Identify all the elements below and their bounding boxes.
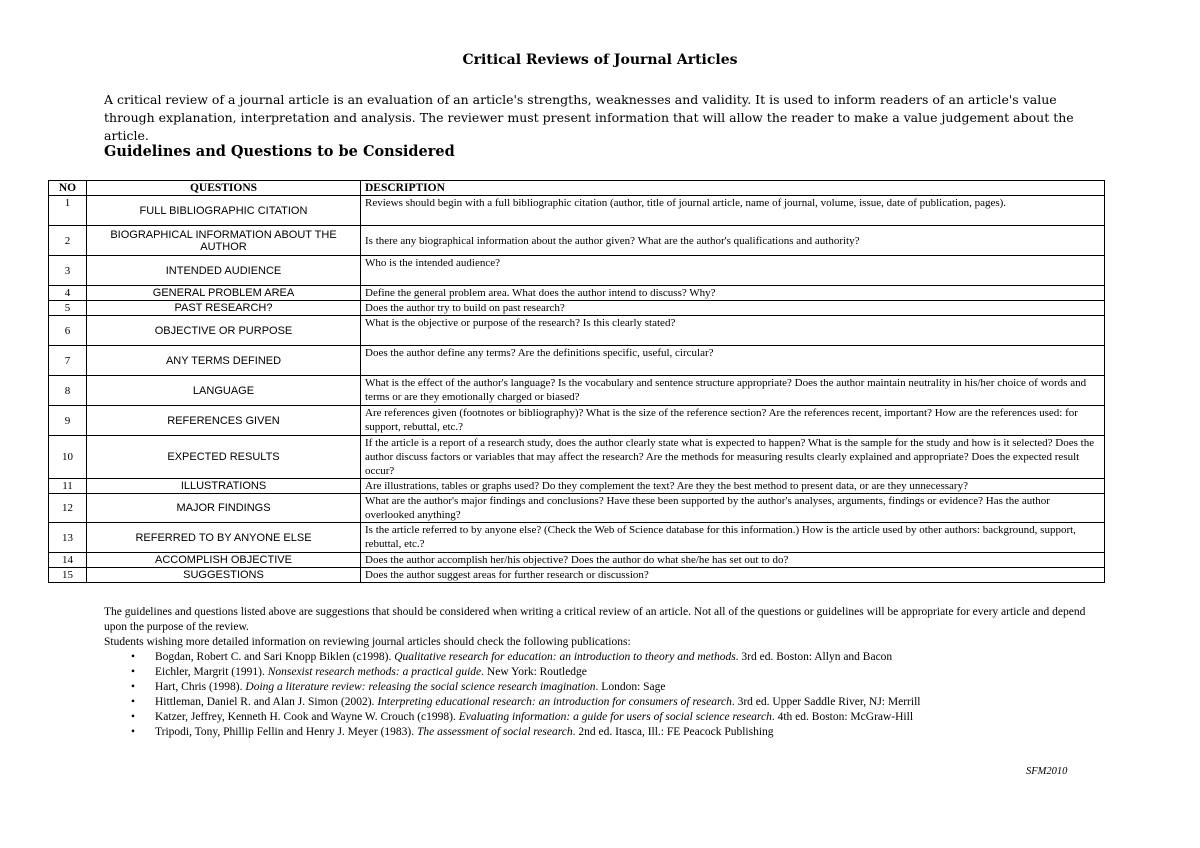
row-description: Who is the intended audience?: [361, 256, 1105, 286]
row-description: Does the author accomplish her/his objective? Does the author do what she/he has set out to do?: [361, 553, 1105, 568]
header-no: NO: [49, 181, 87, 196]
table-row: [49, 436, 1105, 479]
row-question: ANY TERMS DEFINED: [87, 346, 361, 376]
guidelines-heading: Guidelines and Questions to be Considered: [104, 143, 455, 160]
row-question: REFERRED TO BY ANYONE ELSE: [87, 523, 361, 553]
header-questions: QUESTIONS: [87, 181, 361, 196]
row-question: MAJOR FINDINGS: [87, 494, 361, 523]
bullet-icon: •: [131, 696, 136, 708]
row-question: PAST RESEARCH?: [87, 301, 361, 316]
list-item: [131, 680, 1104, 695]
row-description: What is the effect of the author's language? Is the vocabulary and sentence structure appropriate? Does the author maintain neutrality in his/her choice of words and terms or are they emotionally charged or biased?: [361, 376, 1105, 406]
reference-list: [104, 650, 1104, 740]
bullet-icon: •: [131, 651, 136, 663]
table-row: [49, 568, 1105, 583]
list-item: [131, 695, 1104, 710]
list-item: [131, 650, 1104, 665]
row-description: Is there any biographical information about the author given? What are the author's qualifications and authority?: [361, 226, 1105, 256]
row-description: Does the author suggest areas for further research or discussion?: [361, 568, 1105, 583]
ref-title: Interpreting educational research: an introduction for consumers of research: [377, 696, 732, 708]
row-question: SUGGESTIONS: [87, 568, 361, 583]
table-row: [49, 494, 1105, 523]
table-row: [49, 226, 1105, 256]
ref-author: Eichler, Margrit (1991).: [155, 666, 268, 678]
row-number: 1: [49, 196, 87, 226]
row-description: Are illustrations, tables or graphs used? Do they complement the text? Are they the best method to present data, or are they unnecessary?: [361, 479, 1105, 494]
author-signature: SFM2010: [1026, 766, 1068, 777]
row-number: 8: [49, 376, 87, 406]
ref-publisher: . London: Sage: [595, 681, 666, 693]
ref-publisher: . 4th ed. Boston: McGraw-Hill: [771, 711, 914, 723]
row-description: If the article is a report of a research study, does the author clearly state what is expected to happen? What is the sample for the study and how is it selected? Does the author discuss factors or variables that may affect the research? Are the methods for measuring results clearly explained and appropriate? Does the expected result occur?: [361, 436, 1105, 479]
bullet-icon: •: [131, 711, 136, 723]
table-row: [49, 316, 1105, 346]
header-description: DESCRIPTION: [361, 181, 1105, 196]
row-description: Is the article referred to by anyone else? (Check the Web of Science database for this information.) How is the article used by other authors: background, support, rebuttal, etc.?: [361, 523, 1105, 553]
notes-paragraph: The guidelines and questions listed above are suggestions that should be considered when writing a critical review of an article. Not all of the questions or guidelines will be appropriate for every article and depend upon the purpose of the review.: [104, 606, 1086, 633]
notes-lead: Students wishing more detailed information on reviewing journal articles should check the following publications:: [104, 636, 631, 648]
table-row: [49, 301, 1105, 316]
row-description: Reviews should begin with a full bibliographic citation (author, title of journal article, name of journal, volume, issue, date of publication, pages).: [361, 196, 1105, 226]
row-number: 15: [49, 568, 87, 583]
table-row: [49, 376, 1105, 406]
table-row: [49, 406, 1105, 436]
row-number: 7: [49, 346, 87, 376]
row-number: 11: [49, 479, 87, 494]
table-row: [49, 553, 1105, 568]
ref-title: Evaluating information: a guide for users of social science research: [458, 711, 772, 723]
row-description: Does the author try to build on past research?: [361, 301, 1105, 316]
row-number: 12: [49, 494, 87, 523]
notes-section: [104, 605, 1104, 740]
table-header-row: [49, 181, 1105, 196]
list-item: [131, 710, 1104, 725]
row-question: ILLUSTRATIONS: [87, 479, 361, 494]
table-row: [49, 286, 1105, 301]
row-question: LANGUAGE: [87, 376, 361, 406]
row-question: OBJECTIVE OR PURPOSE: [87, 316, 361, 346]
ref-publisher: . New York: Routledge: [481, 666, 587, 678]
row-number: 10: [49, 436, 87, 479]
bullet-icon: •: [131, 726, 136, 738]
row-number: 2: [49, 226, 87, 256]
ref-publisher: . 2nd ed. Itasca, Ill.: FE Peacock Publishing: [572, 726, 774, 738]
ref-title: Qualitative research for education: an introduction to theory and methods: [394, 651, 736, 663]
ref-title: The assessment of social research: [416, 726, 573, 738]
row-number: 6: [49, 316, 87, 346]
row-number: 14: [49, 553, 87, 568]
bullet-icon: •: [131, 681, 136, 693]
row-question: GENERAL PROBLEM AREA: [87, 286, 361, 301]
row-number: 5: [49, 301, 87, 316]
bullet-icon: •: [131, 666, 136, 678]
ref-author: Tripodi, Tony, Phillip Fellin and Henry J. Meyer (1983).: [155, 726, 417, 738]
ref-publisher: . 3rd ed. Upper Saddle River, NJ: Merrill: [731, 696, 921, 708]
table-row: [49, 479, 1105, 494]
intro-paragraph: A critical review of a journal article is an evaluation of an article's strengths, weaknesses and validity. It is used to inform readers of an article's value through explanation, interpretation and analysis. The reviewer must present information that will allow the reader to make a value judgement about the article.: [104, 92, 1074, 143]
row-description: What is the objective or purpose of the research? Is this clearly stated?: [361, 316, 1105, 346]
row-number: 13: [49, 523, 87, 553]
table-row: [49, 523, 1105, 553]
row-description: What are the author's major findings and conclusions? Have these been supported by the author's analyses, arguments, findings or evidence? Has the author overlooked anything?: [361, 494, 1105, 523]
ref-title: Doing a literature review: releasing the social science research imagination: [245, 681, 596, 693]
row-question: BIOGRAPHICAL INFORMATION ABOUT THE AUTHOR: [87, 226, 361, 256]
table-row: [49, 196, 1105, 226]
row-question: FULL BIBLIOGRAPHIC CITATION: [87, 196, 361, 226]
row-description: Does the author define any terms? Are the definitions specific, useful, circular?: [361, 346, 1105, 376]
row-question: ACCOMPLISH OBJECTIVE: [87, 553, 361, 568]
list-item: [131, 725, 1104, 740]
table-row: [49, 346, 1105, 376]
row-question: REFERENCES GIVEN: [87, 406, 361, 436]
table-row: [49, 256, 1105, 286]
row-description: Define the general problem area. What does the author intend to discuss? Why?: [361, 286, 1105, 301]
row-number: 3: [49, 256, 87, 286]
row-question: EXPECTED RESULTS: [87, 436, 361, 479]
ref-publisher: . 3rd ed. Boston: Allyn and Bacon: [735, 651, 893, 663]
ref-author: Katzer, Jeffrey, Kenneth H. Cook and Wayne W. Crouch (c1998).: [155, 711, 459, 723]
row-number: 9: [49, 406, 87, 436]
row-question: INTENDED AUDIENCE: [87, 256, 361, 286]
ref-title: Nonsexist research methods: a practical guide: [267, 666, 482, 678]
row-description: Are references given (footnotes or bibliography)? What is the size of the reference section? Are the references recent, important? How are the references used: for support, rebuttal, etc.?: [361, 406, 1105, 436]
ref-author: Bogdan, Robert C. and Sari Knopp Biklen (c1998).: [155, 651, 395, 663]
page-title: Critical Reviews of Journal Articles: [462, 52, 738, 68]
list-item: [131, 665, 1104, 680]
ref-author: Hittleman, Daniel R. and Alan J. Simon (2002).: [155, 696, 378, 708]
guidelines-table: [48, 180, 1105, 583]
row-number: 4: [49, 286, 87, 301]
ref-author: Hart, Chris (1998).: [155, 681, 246, 693]
